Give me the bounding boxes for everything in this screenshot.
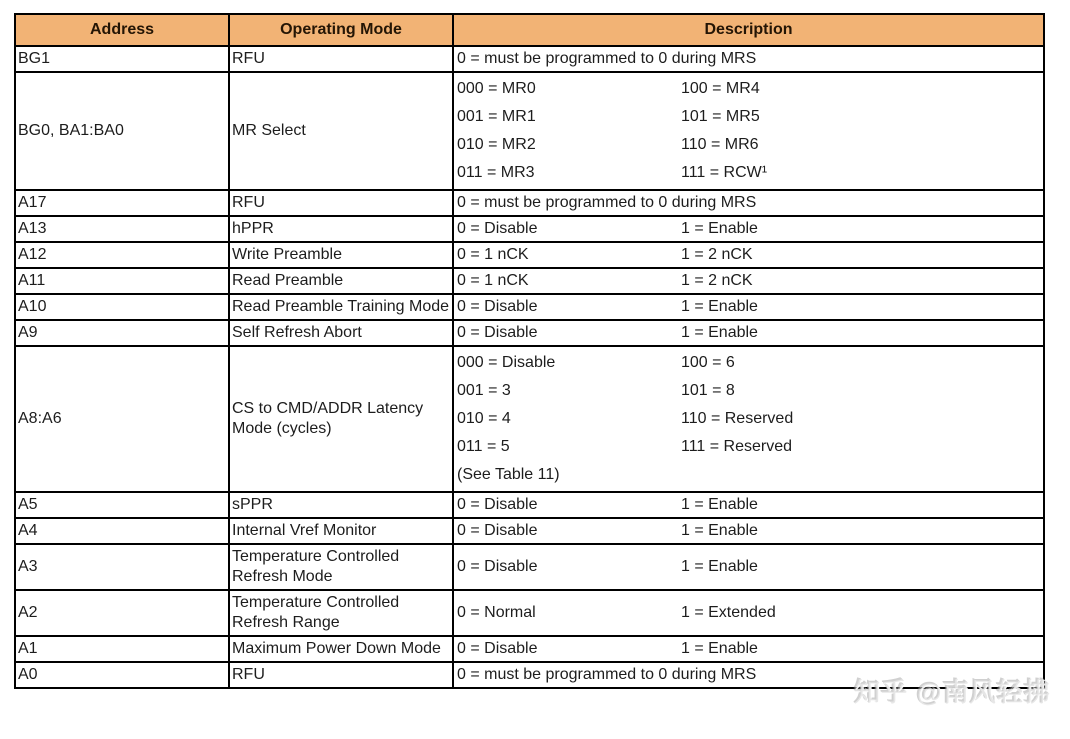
address-cell: A8:A6 — [15, 346, 229, 492]
description-value-right: 1 = Enable — [681, 298, 758, 315]
description-value-left: 001 = MR1 — [457, 108, 536, 125]
operating-mode-cell: RFU — [229, 46, 453, 72]
operating-mode-cell: MR Select — [229, 72, 453, 190]
operating-mode-cell: Internal Vref Monitor — [229, 518, 453, 544]
address-cell: A12 — [15, 242, 229, 268]
description-line: 0 = must be programmed to 0 during MRS — [457, 194, 757, 211]
description-value-left: 0 = Disable — [457, 496, 538, 513]
address-cell: A5 — [15, 492, 229, 518]
description-value-right: 100 = MR4 — [681, 80, 760, 97]
table-row — [15, 662, 1044, 688]
address-cell: A4 — [15, 518, 229, 544]
address-cell: A3 — [15, 544, 229, 590]
description-value-left: 0 = Disable — [457, 324, 538, 341]
operating-mode-cell: Self Refresh Abort — [229, 320, 453, 346]
description-value-left: 0 = Disable — [457, 640, 538, 657]
description-line — [457, 103, 1040, 131]
description-value-right: 101 = MR5 — [681, 108, 760, 125]
description-line — [457, 521, 1040, 541]
table-row — [15, 46, 1044, 72]
description-value-left: 0 = 1 nCK — [457, 272, 529, 289]
address-cell: A10 — [15, 294, 229, 320]
description-value-left: 0 = Disable — [457, 298, 538, 315]
description-value-right: 110 = Reserved — [681, 410, 794, 427]
description-line — [457, 159, 1040, 187]
operating-mode-cell: RFU — [229, 190, 453, 216]
table-row — [15, 346, 1044, 492]
table-row — [15, 294, 1044, 320]
description-cell — [453, 636, 1044, 662]
description-cell — [453, 216, 1044, 242]
table-row — [15, 72, 1044, 190]
description-line — [457, 297, 1040, 317]
description-value-left: 0 = 1 nCK — [457, 246, 529, 263]
operating-mode-cell: CS to CMD/ADDR Latency Mode (cycles) — [229, 346, 453, 492]
description-value-left: 0 = Disable — [457, 522, 538, 539]
address-cell: A2 — [15, 590, 229, 636]
description-cell — [453, 294, 1044, 320]
operating-mode-cell: Temperature Controlled Refresh Mode — [229, 544, 453, 590]
description-line — [457, 377, 1040, 405]
description-value-right: 1 = Extended — [681, 604, 776, 621]
description-line — [457, 75, 1040, 103]
description-value-right: 1 = Enable — [681, 220, 758, 237]
description-value-left: 000 = Disable — [457, 354, 556, 371]
table-row — [15, 190, 1044, 216]
operating-mode-cell: hPPR — [229, 216, 453, 242]
address-cell: BG1 — [15, 46, 229, 72]
description-line — [457, 639, 1040, 659]
description-value-right: 111 = RCW¹ — [681, 164, 768, 181]
table-row — [15, 242, 1044, 268]
table-row — [15, 636, 1044, 662]
description-cell — [453, 518, 1044, 544]
description-cell — [453, 242, 1044, 268]
description-cell — [453, 190, 1044, 216]
description-cell — [453, 590, 1044, 636]
table-row — [15, 544, 1044, 590]
description-line — [457, 219, 1040, 239]
table-header-row — [15, 14, 1044, 46]
operating-mode-cell: Read Preamble Training Mode — [229, 294, 453, 320]
description-value-left: 010 = MR2 — [457, 136, 536, 153]
description-line — [457, 557, 1040, 577]
description-line — [457, 433, 1040, 461]
description-value-right: 1 = Enable — [681, 640, 758, 657]
description-value-left: 010 = 4 — [457, 410, 511, 427]
description-cell — [453, 492, 1044, 518]
description-value-right: 1 = Enable — [681, 324, 758, 341]
description-value-right: 110 = MR6 — [681, 136, 759, 153]
description-value-right: 1 = Enable — [681, 522, 758, 539]
description-line — [457, 323, 1040, 343]
description-value-left: 0 = Disable — [457, 558, 538, 575]
table-row — [15, 216, 1044, 242]
address-cell: A17 — [15, 190, 229, 216]
description-value-right: 111 = Reserved — [681, 438, 793, 455]
table-row — [15, 320, 1044, 346]
description-line: 0 = must be programmed to 0 during MRS — [457, 666, 757, 683]
mode-register-table — [14, 13, 1045, 689]
column-header-address: Address — [15, 14, 229, 46]
table-row — [15, 518, 1044, 544]
table-row — [15, 590, 1044, 636]
description-cell — [453, 346, 1044, 492]
operating-mode-cell: Read Preamble — [229, 268, 453, 294]
table-body — [15, 46, 1044, 688]
description-line — [457, 349, 1040, 377]
table-row — [15, 268, 1044, 294]
description-value-right: 1 = Enable — [681, 496, 758, 513]
description-line — [457, 603, 1040, 623]
description-value-right: 1 = Enable — [681, 558, 758, 575]
description-cell — [453, 72, 1044, 190]
description-value-left: 011 = 5 — [457, 438, 510, 455]
description-cell — [453, 46, 1044, 72]
address-cell: A11 — [15, 268, 229, 294]
description-line — [457, 245, 1040, 265]
description-value-right: 100 = 6 — [681, 354, 735, 371]
operating-mode-cell: Temperature Controlled Refresh Range — [229, 590, 453, 636]
description-cell — [453, 268, 1044, 294]
description-value-left: 001 = 3 — [457, 382, 511, 399]
address-cell: BG0, BA1:BA0 — [15, 72, 229, 190]
column-header-operating-mode: Operating Mode — [229, 14, 453, 46]
column-header-description: Description — [453, 14, 1044, 46]
description-line — [457, 131, 1040, 159]
address-cell: A9 — [15, 320, 229, 346]
description-value-left: 000 = MR0 — [457, 80, 536, 97]
description-line: (See Table 11) — [457, 466, 560, 483]
description-line — [457, 271, 1040, 291]
description-value-right: 1 = 2 nCK — [681, 246, 753, 263]
description-value-left: 0 = Disable — [457, 220, 538, 237]
address-cell: A13 — [15, 216, 229, 242]
description-line — [457, 405, 1040, 433]
description-line: 0 = must be programmed to 0 during MRS — [457, 50, 757, 67]
watermark-text: 知乎 @南风轻拂 — [854, 677, 1051, 707]
operating-mode-cell: sPPR — [229, 492, 453, 518]
description-value-left: 011 = MR3 — [457, 164, 535, 181]
operating-mode-cell: Maximum Power Down Mode — [229, 636, 453, 662]
address-cell: A0 — [15, 662, 229, 688]
description-line — [457, 495, 1040, 515]
description-value-right: 101 = 8 — [681, 382, 735, 399]
operating-mode-cell: Write Preamble — [229, 242, 453, 268]
description-value-left: 0 = Normal — [457, 604, 536, 621]
description-cell — [453, 544, 1044, 590]
address-cell: A1 — [15, 636, 229, 662]
operating-mode-cell: RFU — [229, 662, 453, 688]
description-value-right: 1 = 2 nCK — [681, 272, 753, 289]
description-cell — [453, 320, 1044, 346]
table-row — [15, 492, 1044, 518]
description-cell — [453, 662, 1044, 688]
